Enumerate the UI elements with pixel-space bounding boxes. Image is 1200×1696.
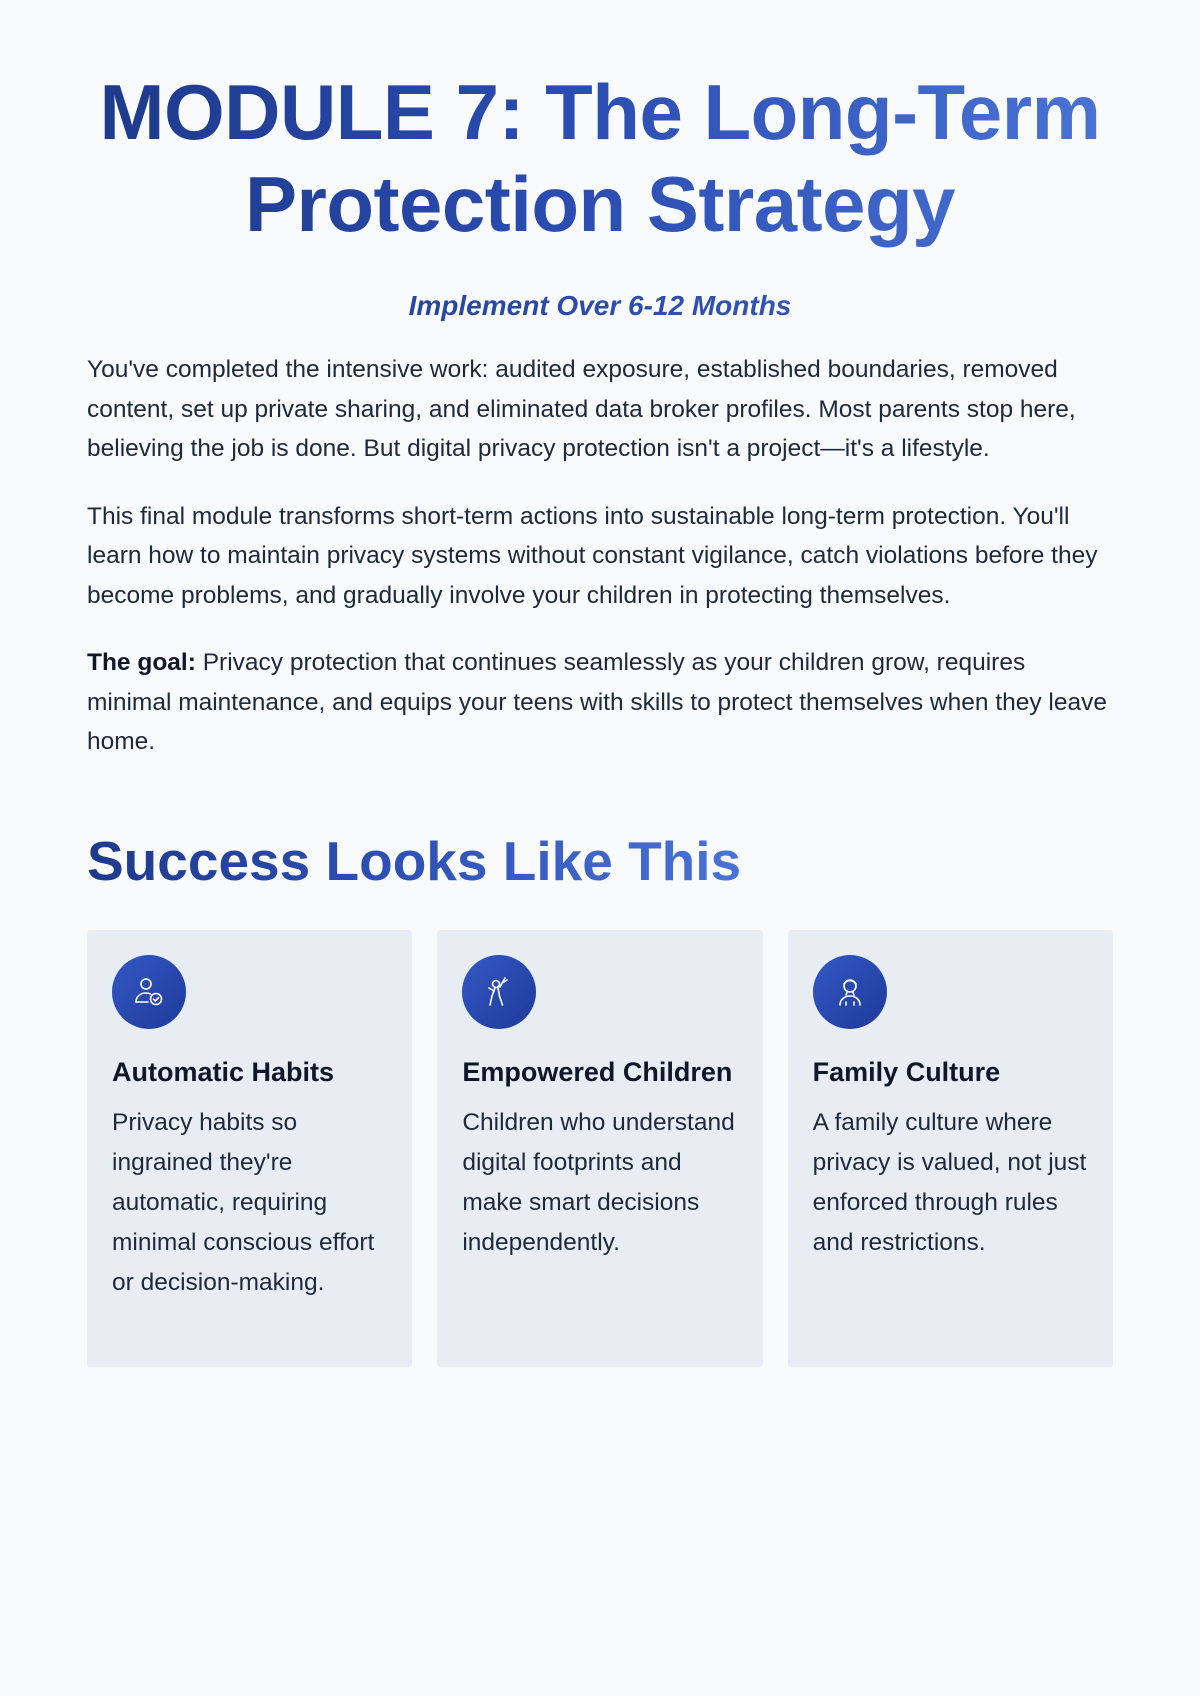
user-check-icon [112,955,186,1029]
success-cards [87,930,1113,1367]
card-family-culture [788,930,1113,1367]
family-person-icon [813,955,887,1029]
intro-paragraph-1: You've completed the intensive work: audited exposure, established boundaries, removed content, set up private sharing, and eliminated data broker profiles. Most parents stop here, believing the job is done. But digital privacy protection isn't a project—it's a lifestyle. [87,356,1076,462]
goal-text: Privacy protection that continues seamlessly as your children grow, requires minimal maintenance, and equips your teens with skills to protect themselves when they leave home. [87,649,1107,755]
card-empowered-children [437,930,762,1367]
card-title: Family Culture [812,1056,1001,1087]
card-automatic-habits [87,930,412,1367]
page-subtitle: Implement Over 6-12 Months [87,286,1113,326]
card-text: A family culture where privacy is valued, not just enforced through rules and restrictions. [812,1108,1087,1256]
card-text: Children who understand digital footprints and make smart decisions independently. [462,1108,735,1256]
card-title: Automatic Habits [112,1056,335,1087]
goal-paragraph [87,643,1113,762]
success-section-title: Success Looks Like This [87,826,741,896]
page-title: MODULE 7: The Long-Term Protection Strategy [87,66,1113,250]
goal-label: The goal: [87,649,196,676]
intro-paragraph-2: This final module transforms short-term actions into sustainable long-term protection. You'll learn how to maintain privacy systems without constant vigilance, catch violations before they become problems, and gradually involve your children in protecting themselves. [87,502,1098,609]
child-raised-arm-icon [462,955,536,1029]
intro-section [87,350,1113,762]
card-title: Empowered Children [462,1056,733,1087]
card-text: Privacy habits so ingrained they're automatic, requiring minimal conscious effort or decision-making. [112,1108,375,1296]
